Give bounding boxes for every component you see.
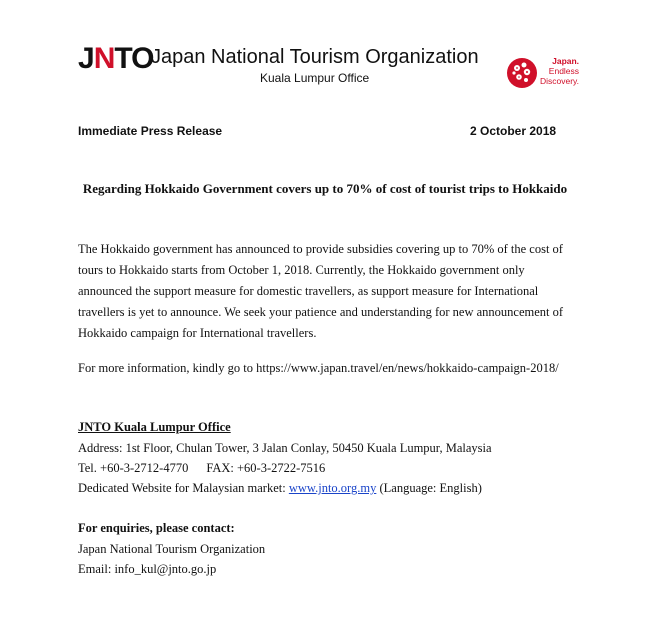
- press-release-label: Immediate Press Release: [78, 124, 223, 138]
- more-info-paragraph: For more information, kindly go to https://www.japan.travel/en/news/hokkaido-campaign-2018/: [78, 361, 559, 375]
- office-phone-fax: [78, 458, 325, 478]
- headline: Regarding Hokkaido Government covers up to 70% of cost of tourist trips to Hokkaido: [82, 181, 568, 196]
- enquiries-title: For enquiries, please contact:: [78, 521, 235, 535]
- body-paragraph: [78, 239, 598, 344]
- body-line: travellers is yet to announce. We seek your patience and understanding for new announcement of: [78, 305, 564, 319]
- office-contact-title: JNTO Kuala Lumpur Office: [78, 420, 231, 434]
- body-line: tours to Hokkaido starts from October 1, 2018. Currently, the Hokkaido government only: [78, 263, 525, 277]
- body-line: announced the support measure for domestic travellers, as support measure for International: [78, 284, 539, 298]
- website-suffix: (Language: English): [379, 481, 482, 495]
- office-website: [78, 478, 482, 498]
- brand-tagline: Japan. Endless Discovery.: [540, 56, 580, 86]
- office-address: Address: 1st Floor, Chulan Tower, 3 Jalan Conlay, 50450 Kuala Lumpur, Malaysia: [78, 441, 492, 455]
- body-line: The Hokkaido government has announced to provide subsidies covering up to 70% of the cost of: [78, 242, 563, 256]
- japan-endless-discovery-logo-icon: [505, 52, 545, 92]
- body-line: Hokkaido campaign for International travellers.: [78, 326, 317, 340]
- website-prefix: Dedicated Website for Malaysian market:: [78, 481, 286, 495]
- office-name: Kuala Lumpur Office: [260, 71, 370, 85]
- jnto-logo: JNTO: [78, 42, 154, 75]
- organization-name: Japan National Tourism Organization: [151, 46, 479, 68]
- office-tel: Tel. +60-3-2712-4770: [78, 461, 189, 475]
- office-fax: FAX: +60-3-2722-7516: [206, 461, 326, 475]
- enquiries-email: Email: info_kul@jnto.go.jp: [78, 562, 217, 576]
- website-link[interactable]: www.jnto.org.my: [288, 481, 377, 495]
- enquiries-organization: Japan National Tourism Organization: [78, 542, 266, 556]
- press-release-date: 2 October 2018: [470, 124, 557, 138]
